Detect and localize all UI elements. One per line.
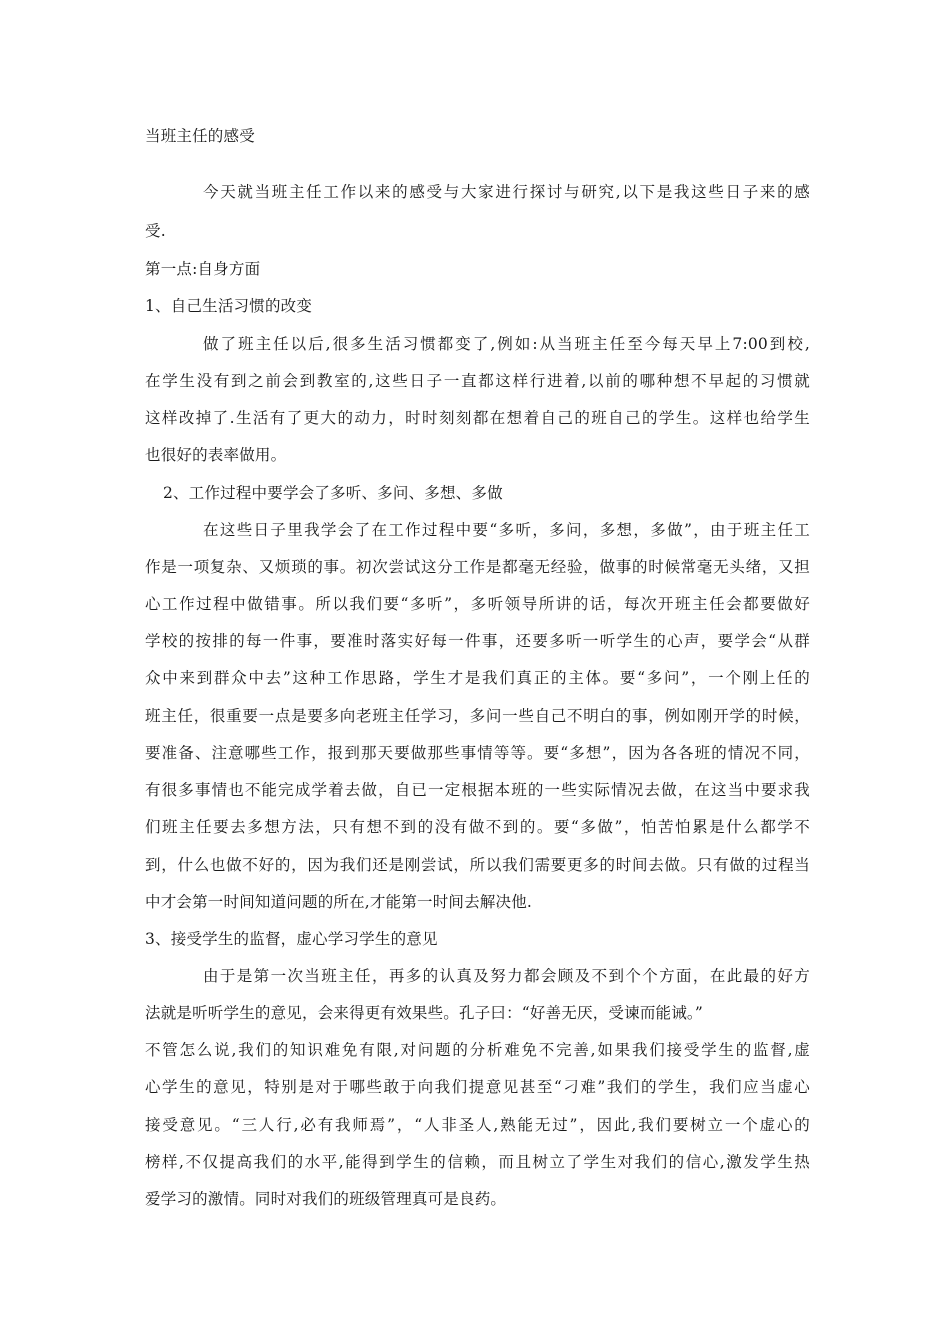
paragraph-line: 在这些日子里我学会了在工作过程中要“多听，多问，多想，多做”，由于班主任工: [203, 521, 810, 539]
paragraph-line: 要准备、注意哪些工作，报到那天要做那些事情等等。要“多想”，因为各各班的情况不同，: [145, 744, 810, 762]
page-title: 当班主任的感受: [145, 127, 255, 145]
paragraph-line: 在学生没有到之前会到教室的,这些日子一直都这样行进着,以前的哪种想不早起的习惯就: [145, 372, 810, 390]
paragraph-line: 受.: [145, 222, 166, 240]
section-heading: 第一点:自身方面: [145, 260, 261, 278]
paragraph-line: 到，什么也做不好的，因为我们还是刚尝试，所以我们需要更多的时间去做。只有做的过程当: [145, 856, 810, 874]
paragraph-line: 也很好的表率做用。: [145, 446, 287, 464]
subsection-heading: 2、工作过程中要学会了多听、多问、多想、多做: [163, 484, 503, 502]
subsection-heading: 3、接受学生的监督，虚心学习学生的意见: [145, 930, 438, 948]
paragraph-line: 这样改掉了.生活有了更大的动力，时时刻刻都在想着自己的班自己的学生。这样也给学生: [145, 409, 810, 427]
paragraph-line: 作是一项复杂、又烦琐的事。初次尝试这分工作是都毫无经验，做事的时候常毫无头绪，又担: [145, 558, 810, 576]
paragraph-line: 做了班主任以后,很多生活习惯都变了,例如:从当班主任至今每天早上7:00到校,: [203, 335, 810, 353]
paragraph-line: 榜样,不仅提高我们的水平,能得到学生的信赖，而且树立了学生对我们的信心,激发学生热: [145, 1153, 810, 1171]
paragraph-line: 接受意见。“三人行,必有我师焉”，“人非圣人,熟能无过”，因此,我们要树立一个虚心的: [145, 1116, 810, 1134]
paragraph-line: 班主任，很重要一点是要多向老班主任学习，多问一些自己不明白的事，例如刚开学的时候，: [145, 707, 810, 725]
paragraph-line: 众中来到群众中去”这种工作思路，学生才是我们真正的主体。要“多问”，一个刚上任的: [145, 669, 810, 687]
paragraph-line: 学校的按排的每一件事，要准时落实好每一件事，还要多听一听学生的心声，要学会“从群: [145, 632, 810, 650]
paragraph-line: 心工作过程中做错事。所以我们要“多听”，多听领导所讲的话，每次开班主任会都要做好: [145, 595, 810, 613]
paragraph-line: 由于是第一次当班主任，再多的认真及努力都会顾及不到个个方面，在此最的好方: [203, 967, 810, 985]
paragraph-line: 爱学习的激情。同时对我们的班级管理真可是良药。: [145, 1190, 507, 1208]
paragraph-line: 法就是听听学生的意见，会来得更有效果些。孔子曰：“好善无厌，受谏而能诫。”: [145, 1004, 704, 1022]
paragraph-line: 心学生的意见，特别是对于哪些敢于向我们提意见甚至“刁难”我们的学生，我们应当虚心: [145, 1078, 810, 1096]
paragraph-line: 中才会第一时间知道问题的所在,才能第一时间去解决他.: [145, 893, 533, 911]
subsection-heading: 1、自己生活习惯的改变: [145, 297, 313, 315]
paragraph-line: 不管怎么说,我们的知识难免有限,对问题的分析难免不完善,如果我们接受学生的监督,虚: [145, 1041, 810, 1059]
paragraph-line: 有很多事情也不能完成学着去做，自已一定根据本班的一些实际情况去做，在这当中要求我: [145, 781, 810, 799]
paragraph-line: 今天就当班主任工作以来的感受与大家进行探讨与研究,以下是我这些日子来的感: [203, 183, 810, 201]
paragraph-line: 们班主任要去多想方法，只有想不到的没有做不到的。要“多做”，怕苦怕累是什么都学不: [145, 818, 810, 836]
